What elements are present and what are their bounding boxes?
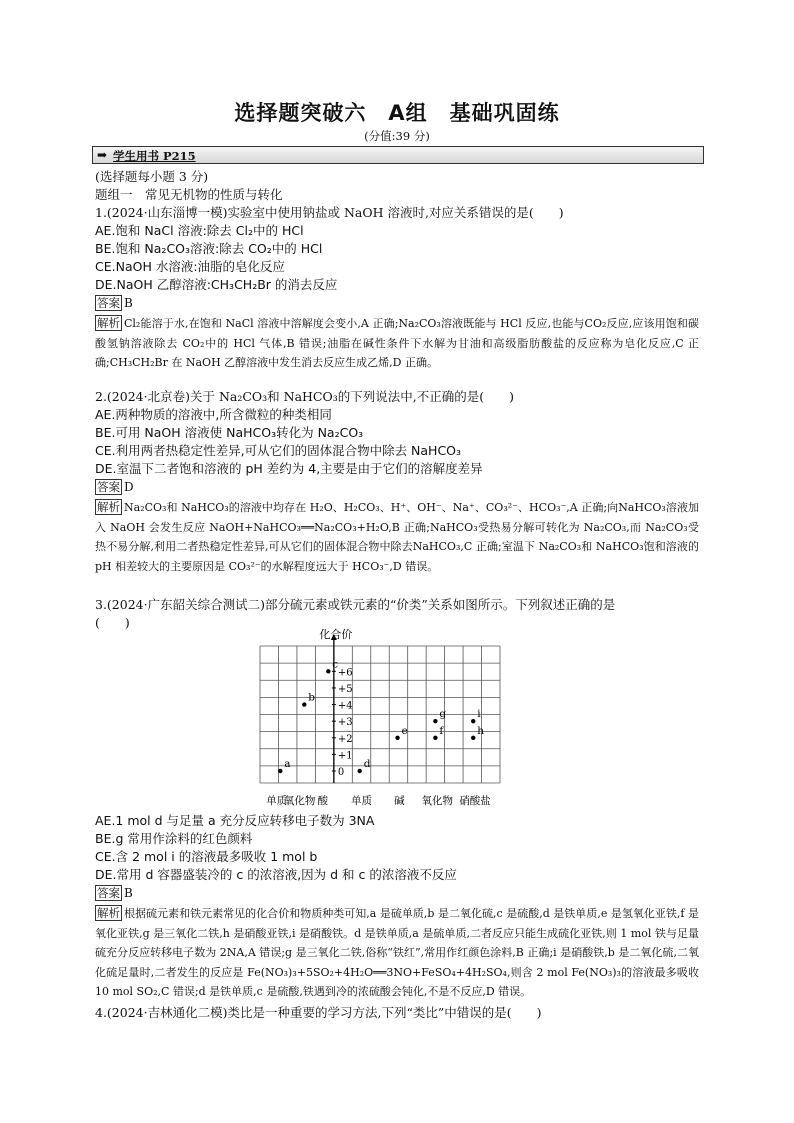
point-label-c: c bbox=[332, 658, 339, 671]
q2-option-b: BE.可用 NaOH 溶液使 NaHCO₃转化为 Na₂CO₃ bbox=[95, 425, 364, 440]
q3-option-a: AE.1 mol d 与足量 a 充分反应转移电子数为 3NA bbox=[95, 813, 375, 828]
q2-option-a: AE.两种物质的溶液中,所含微粒的种类相同 bbox=[95, 407, 332, 422]
book-reference[interactable]: 学生用书 P215 bbox=[113, 149, 196, 163]
arrow-icon: ➡ bbox=[97, 148, 108, 162]
point-label-d: d bbox=[363, 758, 371, 770]
point-e bbox=[395, 736, 399, 740]
x-category-right: 氧化物 bbox=[421, 795, 453, 806]
q1-stem: 1.(2024·山东淄博一模)实验室中使用钠盐或 NaOH 溶液时,对应关系错误的是( ) bbox=[95, 205, 564, 220]
point-h bbox=[471, 736, 475, 740]
x-category-left: 氧化物 bbox=[283, 795, 316, 806]
q1-explanation bbox=[95, 314, 699, 373]
point-label-h: h bbox=[477, 724, 484, 737]
y-tick-label: +1 bbox=[337, 750, 353, 762]
q1-answer bbox=[95, 295, 133, 311]
explanation-label: 解析 bbox=[97, 500, 120, 514]
point-label-g: g bbox=[439, 708, 447, 721]
explanation-text: Na₂CO₃和 NaHCO₃的溶液中均存在 H₂O、H₂CO₃、H⁺、OH⁻、Na⁺、CO₃²⁻、HCO₃⁻,A 正确;向NaHCO₃溶液加入 NaOH 会发生反应 NaOH+NaHCO₃══Na₂CO₃+H₂O,B 正确;NaHCO₃受热易分解可转化为 Na₂CO₃,而 Na₂CO₃受热不易分解,利用二者热稳定性差异,可从它们的固体混合物中除去NaHCO₃,C 正确;室温下 Na₂CO₃和 NaHCO₃饱和溶液的 pH 相差较大的主要原因是 CO₃²⁻的水解程度远大于 HCO₃⁻,D 错误。 bbox=[95, 501, 699, 573]
y-tick-label: +4 bbox=[337, 700, 353, 712]
q3-explanation bbox=[95, 904, 699, 1002]
valence-chart bbox=[255, 628, 545, 806]
q3-option-d: DE.常用 d 容器盛装冷的 c 的浓溶液,因为 d 和 c 的浓溶液不反应 bbox=[95, 867, 457, 882]
explanation-label: 解析 bbox=[97, 906, 120, 920]
q3-stem: 3.(2024·广东韶关综合测试二)部分硫元素或铁元素的“价类”关系如图所示。下列叙述正确的是 bbox=[95, 597, 616, 612]
q3-option-b: BE.g 常用作涂料的红色颜料 bbox=[95, 831, 253, 846]
y-tick-label: +3 bbox=[337, 717, 353, 729]
reference-bar bbox=[92, 146, 704, 164]
q3-answer bbox=[95, 885, 133, 901]
chart-grid bbox=[260, 646, 500, 783]
y-tick-label: +2 bbox=[337, 733, 353, 745]
answer-label: 答案 bbox=[97, 480, 120, 494]
chart-marks bbox=[278, 658, 484, 773]
intro-note: (选择题每小题 3 分) bbox=[95, 169, 209, 184]
x-category-right: 单质 bbox=[351, 795, 373, 806]
y-tick-label: +5 bbox=[337, 683, 353, 695]
x-category-left: 酸 bbox=[317, 795, 329, 806]
q2-option-d: DE.室温下二者饱和溶液的 pH 差约为 4,主要是由于它们的溶解度差异 bbox=[95, 461, 483, 476]
point-i bbox=[471, 719, 475, 723]
y-tick-label: 0 bbox=[337, 767, 345, 778]
explanation-text: 根据硫元素和铁元素常见的化合价和物质种类可知,a 是硫单质,b 是二氧化硫,c 是硫酸,d 是铁单质,e 是氢氧化亚铁,f 是氧化亚铁,g 是三氧化二铁,h 是硝酸亚铁,i 是硝酸铁。d 是铁单质,a 是硫单质,二者反应只能生成硫化亚铁,则 1 mol 铁与足量硫充分反应转移电子数为 2NA,A 错误;g 是三氧化二铁,俗称“铁红”,常用作红颜色涂料,B 正确;i 是硝酸铁,b 是二氧化硫,二氧化硫足量时,二者发生的反应是 Fe(NO₃)₃+5SO₂+4H₂O══3NO+FeSO₄+4H₂SO₄,则含 2 mol Fe(NO₃)₃的溶液最多吸收 10 mol SO₂,C 错误;d 是铁单质,c 是硫酸,铁遇到冷的浓硫酸会钝化,不是不反应,D 错误。 bbox=[95, 907, 699, 998]
q4-stem: 4.(2024·吉林通化二模)类比是一种重要的学习方法,下列“类比”中错误的是( ) bbox=[95, 1005, 542, 1020]
answer-value: B bbox=[124, 296, 133, 310]
page-title: 选择题突破六 A组 基础巩固练 bbox=[234, 101, 560, 125]
q3-stem-bracket: ( ) bbox=[95, 615, 130, 630]
chart-axes bbox=[266, 628, 491, 806]
score-note: (分值:39 分) bbox=[364, 129, 430, 143]
q1-option-a: AE.饱和 NaCl 溶液:除去 Cl₂中的 HCl bbox=[95, 223, 304, 238]
answer-value: D bbox=[124, 480, 134, 494]
point-label-f: f bbox=[439, 724, 444, 737]
point-label-a: a bbox=[284, 758, 291, 770]
x-category-right: 硝酸盐 bbox=[459, 795, 491, 806]
point-d bbox=[357, 769, 361, 773]
x-category-right: 碱 bbox=[394, 795, 405, 806]
q2-explanation bbox=[95, 498, 699, 576]
point-f bbox=[433, 736, 437, 740]
point-c bbox=[326, 669, 330, 673]
point-label-b: b bbox=[308, 691, 316, 704]
q1-option-c: CE.NaOH 水溶液:油脂的皂化反应 bbox=[95, 259, 286, 274]
explanation-label: 解析 bbox=[97, 316, 120, 330]
q2-option-c: CE.利用两者热稳定性差异,可从它们的固体混合物中除去 NaHCO₃ bbox=[95, 443, 462, 458]
point-label-e: e bbox=[401, 724, 408, 737]
q3-option-c: CE.含 2 mol i 的溶液最多吸收 1 mol b bbox=[95, 849, 318, 864]
q1-option-d: DE.NaOH 乙醇溶液:CH₃CH₂Br 的消去反应 bbox=[95, 277, 338, 292]
explanation-text: Cl₂能溶于水,在饱和 NaCl 溶液中溶解度会变小,A 正确;Na₂CO₃溶液既能与 HCl 反应,也能与CO₂反应,应该用饱和碳酸氢钠溶液除去 CO₂中的 HCl 气体,B 错误;油脂在碱性条件下水解为甘油和高级脂肪酸盐的反应称为皂化反应,C 正确;CH₃CH₂Br 在 NaOH 乙醇溶液中发生消去反应生成乙烯,D 正确。 bbox=[95, 317, 699, 369]
q1-option-b: BE.饱和 Na₂CO₃溶液:除去 CO₂中的 HCl bbox=[95, 241, 323, 256]
x-category-left: 单质 bbox=[266, 795, 288, 806]
y-tick-label: +6 bbox=[337, 667, 353, 679]
answer-label: 答案 bbox=[97, 296, 120, 310]
point-a bbox=[278, 769, 282, 773]
point-g bbox=[433, 719, 437, 723]
answer-label: 答案 bbox=[97, 886, 120, 900]
point-label-i: i bbox=[477, 708, 481, 721]
y-axis-label: 化合价 bbox=[319, 628, 353, 641]
group-heading: 题组一 常见无机物的性质与转化 bbox=[95, 187, 283, 202]
q2-stem: 2.(2024·北京卷)关于 Na₂CO₃和 NaHCO₃的下列说法中,不正确的是( ) bbox=[95, 389, 514, 404]
answer-value: B bbox=[124, 886, 133, 900]
q2-answer bbox=[95, 479, 134, 495]
point-b bbox=[302, 702, 306, 706]
